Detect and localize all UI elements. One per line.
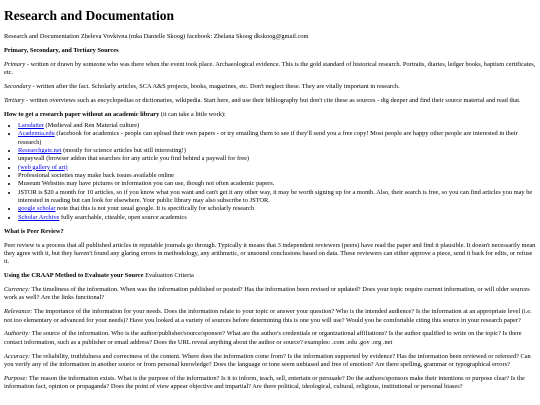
intro-line: Research and Documentation Zheleva Vovkivna (mka Danielle Skoog) facebook: Zhelana Skoog dkskoog@gmail.com — [4, 33, 309, 41]
primary-term: Primary — [4, 60, 26, 68]
criterion-term: Authority: — [4, 330, 31, 338]
criterion-term: Accuracy: — [4, 352, 31, 360]
criterion-currency — [4, 286, 536, 303]
get-paper-note: (it can take a little work): — [159, 110, 226, 118]
list-item — [18, 122, 536, 130]
resource-desc: unpaywall (browser addon that searches for any article you find behind a paywall for free) — [18, 155, 250, 163]
peer-review-heading: What is Peer Review? — [4, 227, 64, 235]
resource-link-scholar-archive[interactable]: Scholar Archive — [18, 213, 60, 221]
resource-desc: (mostly for science articles but still interesting!) — [61, 146, 186, 154]
list-item — [18, 147, 536, 155]
criterion-text: The importance of the information for your needs. Does the information relate to your topic or answer your question? Who is the intended audience? Is the information at an appropriate level (i.e. not too elementary or advanced for your needs)? Have you looked at a variety of sources before determining this is one you will use? Would you be comfortable citing this source in your research paper? — [4, 308, 532, 324]
primary-paragraph — [4, 61, 536, 78]
list-item — [18, 172, 536, 180]
tertiary-text: - written overviews such as encyclopedias or dictionaries, wikipedia. Start here, and use their bibliography but don't cite these as sources - dig deeper and find their source material and read that. — [24, 96, 521, 104]
list-item — [18, 205, 536, 213]
get-paper-heading: How to get a research paper without an academic library — [4, 110, 160, 118]
secondary-term: Secondary — [4, 83, 31, 90]
resource-link-google-scholar[interactable]: google scholar — [18, 205, 56, 213]
criterion-term: Purpose: — [4, 374, 28, 382]
resource-desc: note that this is not your usual google. It is specifically for scholarly research — [55, 205, 255, 213]
criterion-text: The source of the information. Who is the author/publisher/source/sponsor? What are the author's credentials or organizational affiliations? Is the author qualified to write on the topic? Is there contact information, such as a publisher or email address? Does the URL reveal anything about the author or source? examples: .com .edu .gov .org .net — [4, 330, 522, 346]
resource-desc: fully searchable, citeable, open source academics — [59, 213, 187, 221]
tertiary-term: Tertiary — [4, 96, 25, 104]
criterion-text: The reliability, truthfulness and correctness of the content. Where does the information come from? Is the information supported by evidence? Has the information been reviewed or refereed? Can you verify any of the information in another source or from personal knowledge? Does the language or tone seem unbiased and free of emotion? Are there spelling, grammar or typographical errors? — [4, 352, 531, 368]
resource-desc: Museum Websites may have pictures or information you can use, though not often academic papers. — [18, 180, 275, 188]
primary-text: - written or drawn by someone who was there when the event took place. Archaeological evidence. This is the gold standard of historical research. Portraits, diaries, ledger books, baptism certificates, etc. — [4, 60, 536, 77]
list-item — [18, 130, 536, 147]
criterion-term: Relevance: — [4, 308, 33, 316]
list-item — [18, 180, 536, 188]
peer-review-text: Peer review is a process that all published articles in reputable journals go through. Typically it means that 3 independent reviewers (peers) have read the paper and find it plausible. It doesn't necessarily mean they agree with it, but they haven't found any glaring errors in methodology, any arithmetic, or unsound conclusions based on data. These reviewers can either approve a piece, send it back for edits, or refuse it. — [4, 241, 536, 266]
page-title: Research and Documentation — [4, 8, 174, 23]
craap-note: Evaluation Criteria — [143, 272, 194, 280]
resource-list — [4, 122, 536, 222]
resource-desc: (facebook for academics - people can upload their own papers - or try emailing them to see if they'll send you a free copy! Most people are happy other people are interested in their research) — [18, 130, 518, 146]
sources-heading: Primary, Secondary, and Tertiary Sources — [4, 47, 119, 55]
criterion-term: Currency: — [4, 286, 31, 294]
criterion-text: The reason the information exists. What is the purpose of the information? Is it to inform, teach, sell, entertain or persuade? Do the authors/sponsors make their intentions or purpose clear? Is the information fact, opinion or propaganda? Does the point of view appear objective and impartial? Are there political, ideological, cultural, religious, institutional or personal biases? — [4, 374, 525, 391]
list-item — [18, 189, 536, 206]
criterion-accuracy — [4, 353, 536, 370]
resource-desc: JSTOR is $20 a month for 10 articles, so if you know what you want and can't get it any other way, it may be worth signing up for a month. Also, their search is free, so you can find articles you may be interested in reading but can look for elsewhere. Your public library may also subscribe to JSTOR. — [18, 188, 533, 204]
secondary-paragraph — [4, 83, 536, 91]
resource-desc: (Medieval and Ren Material culture) — [43, 121, 140, 129]
criterion-authority — [4, 330, 536, 347]
craap-heading-line — [4, 272, 536, 280]
list-item — [18, 214, 536, 222]
craap-heading: Using the CRAAP Method to Evaluate your Source — [4, 272, 144, 280]
resource-link-web-gallery[interactable]: (web gallery of art) — [18, 163, 68, 171]
resource-link-researchgate[interactable]: Researchgate.net — [18, 146, 62, 154]
resource-link-academia[interactable]: Academia.edu — [18, 130, 55, 138]
criterion-purpose — [4, 375, 536, 392]
criterion-relevance — [4, 308, 536, 325]
criterion-text: The timeliness of the information. When was the information published or posted? Has the information been revised or updated? Does your topic require current information, or will older sources work as well? Are the links functional? — [4, 286, 530, 302]
secondary-text: - written after the fact. Scholarly articles, SCA A&S projects, books, magazines, etc. Don't neglect these. They are vitally important in research. — [30, 83, 400, 90]
resource-desc: Professional societies may make back issues available online — [18, 171, 174, 179]
get-paper-heading-line — [4, 111, 536, 119]
resource-link-larsdatter[interactable]: Larsdatter — [18, 121, 44, 129]
list-item — [18, 164, 536, 172]
list-item — [18, 155, 536, 163]
tertiary-paragraph — [4, 97, 536, 105]
